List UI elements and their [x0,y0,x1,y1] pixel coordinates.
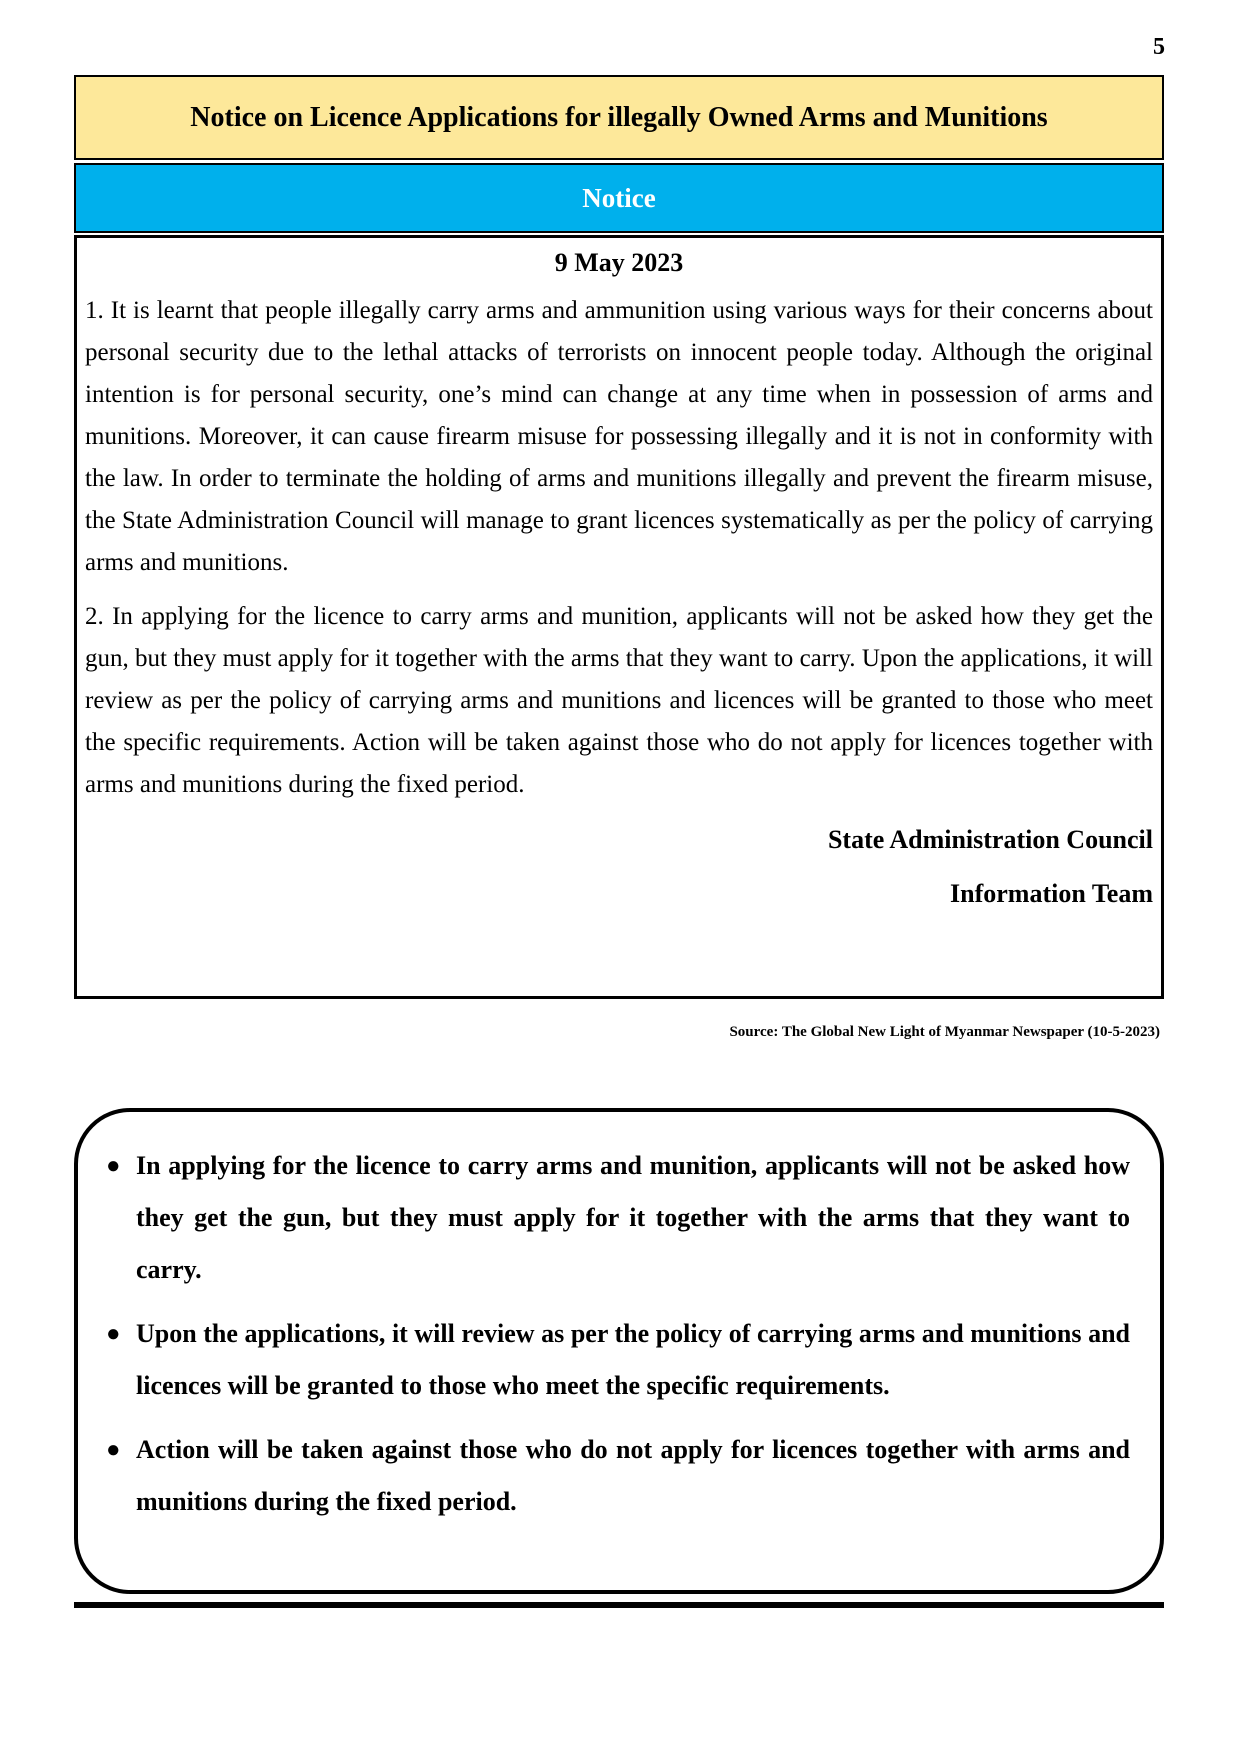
summary-item-text: Action will be taken against those who do not apply for licences together with arms and munitions during the fixed period. [136,1435,1130,1516]
summary-box [74,1108,1164,1594]
summary-item-text: Upon the applications, it will review as per the policy of carrying arms and munitions and licences will be granted to those who meet the specific requirements. [136,1319,1130,1400]
notice-title: Notice on Licence Applications for illegally Owned Arms and Munitions [190,101,1048,133]
bullet-icon: ● [106,1437,121,1463]
summary-item [106,1424,1130,1528]
summary-list [106,1140,1130,1528]
notice-header-bar [74,163,1164,233]
summary-item [106,1140,1130,1296]
notice-label: Notice [582,182,656,213]
source-citation: Source: The Global New Light of Myanmar Newspaper (10-5-2023) [729,1024,1160,1040]
signature-organization: State Administration Council [827,825,1153,854]
summary-item [106,1308,1130,1412]
notice-paragraph-2: 2. In applying for the licence to carry arms and munition, applicants will not be asked how they get the gun, but they must apply for it together with the arms that they want to carry. Upon the applications, it will review as per the policy of carrying arms and munitions and licences will be granted to those who meet the specific requirements. Action will be taken against those who do not apply for licences together with arms and munitions during the fixed period. [85,603,1153,798]
bottom-divider [74,1602,1164,1608]
signature-block [85,820,1153,914]
bullet-icon: ● [106,1153,121,1179]
signature-team: Information Team [950,879,1153,908]
notice-paragraph-1: 1. It is learnt that people illegally carry arms and ammunition using various ways for their concerns about personal security due to the lethal attacks of terrorists on innocent people today. Although the original intention is for personal security, one’s mind can change at any time when in possession of arms and munitions. Moreover, it can cause firearm misuse for possessing illegally and it is not in conformity with the law. In order to terminate the holding of arms and munitions illegally and prevent the firearm misuse, the State Administration Council will manage to grant licences systematically as per the policy of carrying arms and munitions. [85,297,1153,576]
page-number: 5 [1153,34,1165,60]
summary-item-text: In applying for the licence to carry arms and munition, applicants will not be asked how they get the gun, but they must apply for it together with the arms that they want to carry. [136,1151,1130,1284]
notice-body [74,235,1164,999]
notice-title-box [74,75,1164,160]
bullet-icon: ● [106,1321,121,1347]
notice-date: 9 May 2023 [554,248,684,277]
